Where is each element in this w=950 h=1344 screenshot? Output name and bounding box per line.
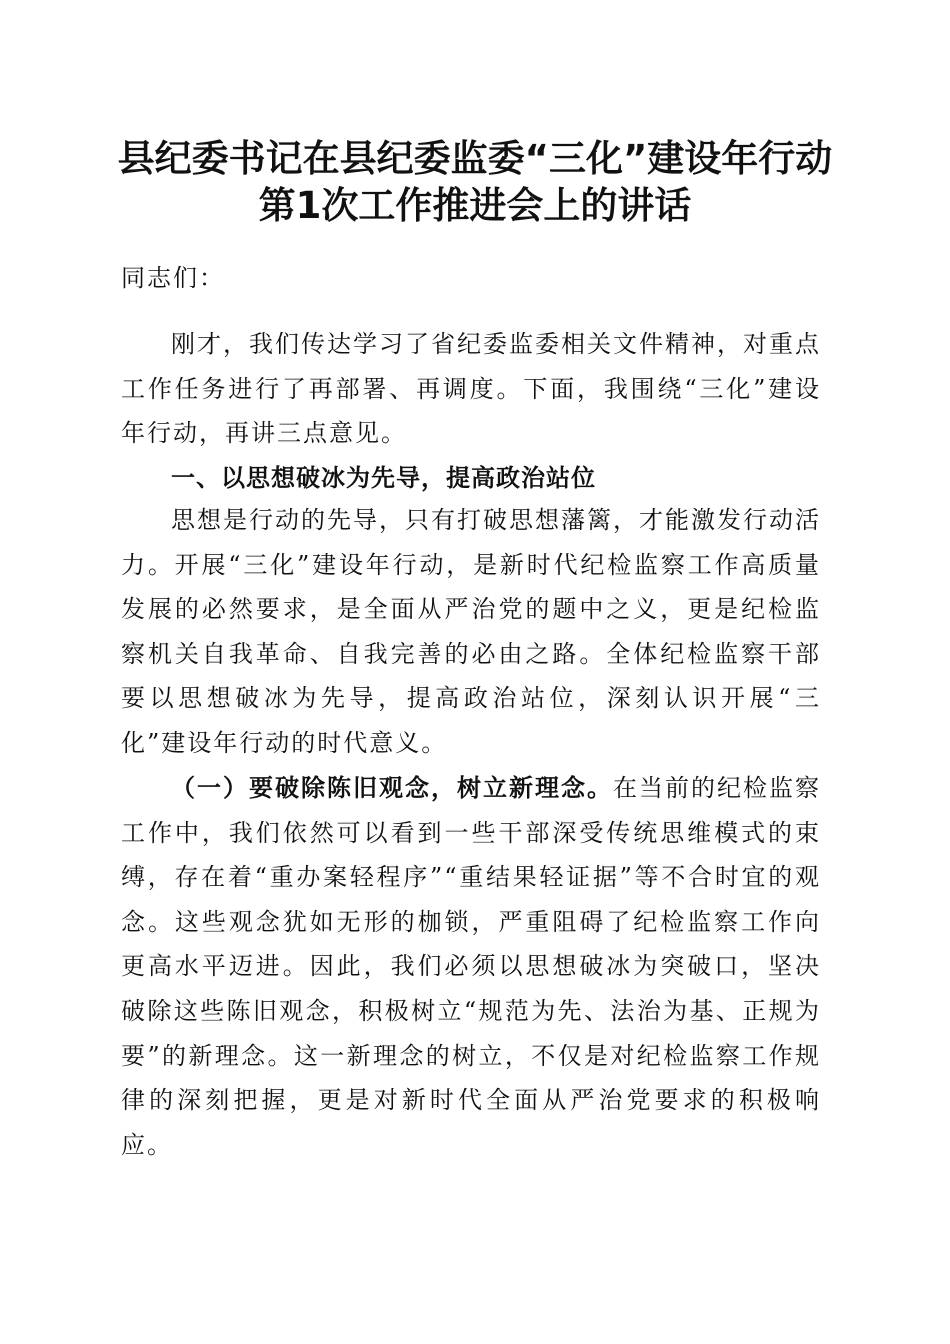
- document-title-line-2: 第1次工作推进会上的讲话: [258, 184, 692, 227]
- subsection-1-text: 在当前的纪检监察工作中，我们依然可以看到一些干部深受传统思维模式的束缚，存在着“重办案轻程序”“重结果轻证据”等不合时宜的观念。这些观念犹如无形的枷锁，严重阻碍了纪检监察工作向更高水平迈进。因此，我们必须以思想破冰为突破口，坚决破除这些陈旧观念，积极树立“规范为先、法治为基、正规为要”的新理念。这一新理念的树立，不仅是对纪检监察工作规律的深刻把握，更是对新时代全面从严治党要求的积极响应。: [121, 774, 821, 1159]
- paragraph-intro: 刚才，我们传达学习了省纪委监委相关文件精神，对重点工作任务进行了再部署、再调度。下面，我围绕“三化”建设年行动，再讲三点意见。: [121, 330, 821, 448]
- section-heading-1: 一、以思想破冰为先导，提高政治站位: [171, 464, 596, 492]
- paragraph-subsection-1: [121, 766, 821, 1167]
- document-title-line-1: 县纪委书记在县纪委监委“三化”建设年行动: [117, 137, 833, 180]
- paragraph-section-1: 思想是行动的先导，只有打破思想藩篱，才能激发行动活力。开展“三化”建设年行动，是新时代纪检监察工作高质量发展的必然要求，是全面从严治党的题中之义，更是纪检监察机关自我革命、自我完善的必由之路。全体纪检监察干部要以思想破冰为先导，提高政治站位，深刻认识开展“三化”建设年行动的时代意义。: [121, 506, 821, 757]
- subsection-heading-1: （一）要破除陈旧观念，树立新理念。: [171, 773, 613, 802]
- salutation: 同志们：: [121, 264, 225, 292]
